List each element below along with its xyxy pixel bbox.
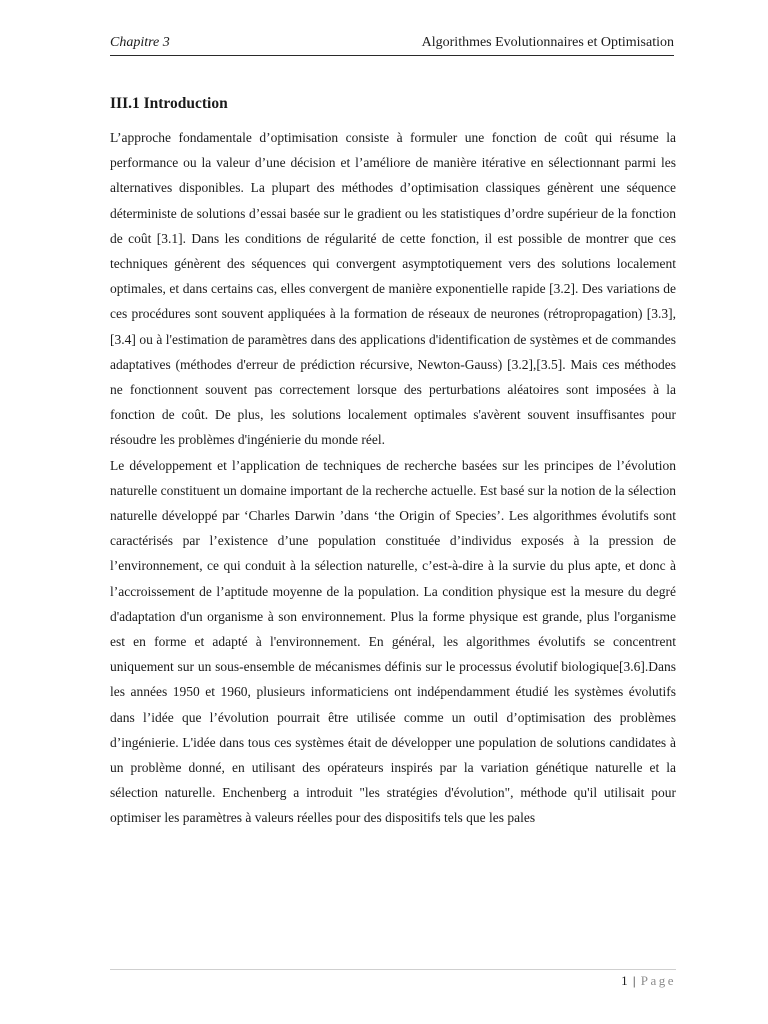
page-label: Page: [640, 973, 676, 988]
chapter-title: Algorithmes Evolutionnaires et Optimisation: [421, 35, 674, 50]
page-footer: [621, 972, 676, 990]
page-number: 1: [621, 973, 628, 988]
page-body: [110, 92, 676, 831]
chapter-label: Chapitre 3: [110, 35, 170, 50]
paragraph-2: Le développement et l’application de techniques de recherche basées sur les principes de l’évolution naturelle constituent un domaine important de la recherche actuelle. Est basé sur la notion de la sélection naturelle développé par ‘Charles Darwin ’dans ‘the Origin of Species’. Les algorithmes évolutifs sont caractérisés par l’existence d’une population constituée d’individus exposés à la pression de l’environnement, ce qui conduit à la sélection naturelle, c’est-à-dire à la survie du plus apte, et donc à l’accroissement de l’aptitude moyenne de la population. La condition physique est la mesure du degré d'adaptation d'un organisme à son environnement. Plus la forme physique est grande, plus l'organisme est en forme et adapté à l'environnement. En général, les algorithmes évolutifs se concentrent uniquement sur un sous-ensemble de mécanismes définis sur le processus évolutif biologique[3.6].Dans les années 1950 et 1960, plusieurs informaticiens ont indépendamment étudié les systèmes évolutifs dans l’idée que l’évolution pourrait être utilisée comme un outil d’optimisation des problèmes d’ingénierie. L'idée dans tous ces systèmes était de développer une population de solutions candidates à un problème donné, en utilisant des opérateurs inspirés par la variation génétique naturelle et la sélection naturelle. Enchenberg a introduit "les stratégies d'évolution", méthode qu'il utilisait pour optimiser les paramètres à valeurs réelles pour des dispositifs tels que les pales: [110, 457, 676, 826]
footer-divider: [110, 969, 676, 970]
page-header: [110, 33, 674, 56]
section-title: III.1 Introduction: [110, 95, 228, 112]
paragraph-1: L’approche fondamentale d’optimisation consiste à formuler une fonction de coût qui résume la performance ou la valeur d’une décision et l’améliore de manière itérative en sélectionnant parmi les alternatives disponibles. La plupart des méthodes d’optimisation classiques génèrent une séquence déterministe de solutions d’essai basée sur le gradient ou les statistiques d’ordre supérieur de la fonction de coût [3.1]. Dans les conditions de régularité de cette fonction, il est possible de montrer que ces techniques génèrent des séquences qui convergent asymptotiquement vers des solutions localement optimales, et dans certains cas, elles convergent de manière exponentielle rapide [3.2]. Des variations de ces procédures sont souvent appliquées à la formation de réseaux de neurones (rétropropagation) [3.3],[3.4] ou à l'estimation de paramètres dans des applications d'identification de systèmes et de commandes adaptatives (méthodes d'erreur de prédiction récursive, Newton-Gauss) [3.2],[3.5]. Mais ces méthodes ne fonctionnent souvent pas correctement lorsque des perturbations aléatoires sont imposées à la fonction de coût. De plus, les solutions localement optimales s'avèrent souvent insuffisantes pour résoudre les problèmes d'ingénierie du monde réel.: [110, 130, 676, 448]
footer-separator: |: [632, 973, 636, 988]
